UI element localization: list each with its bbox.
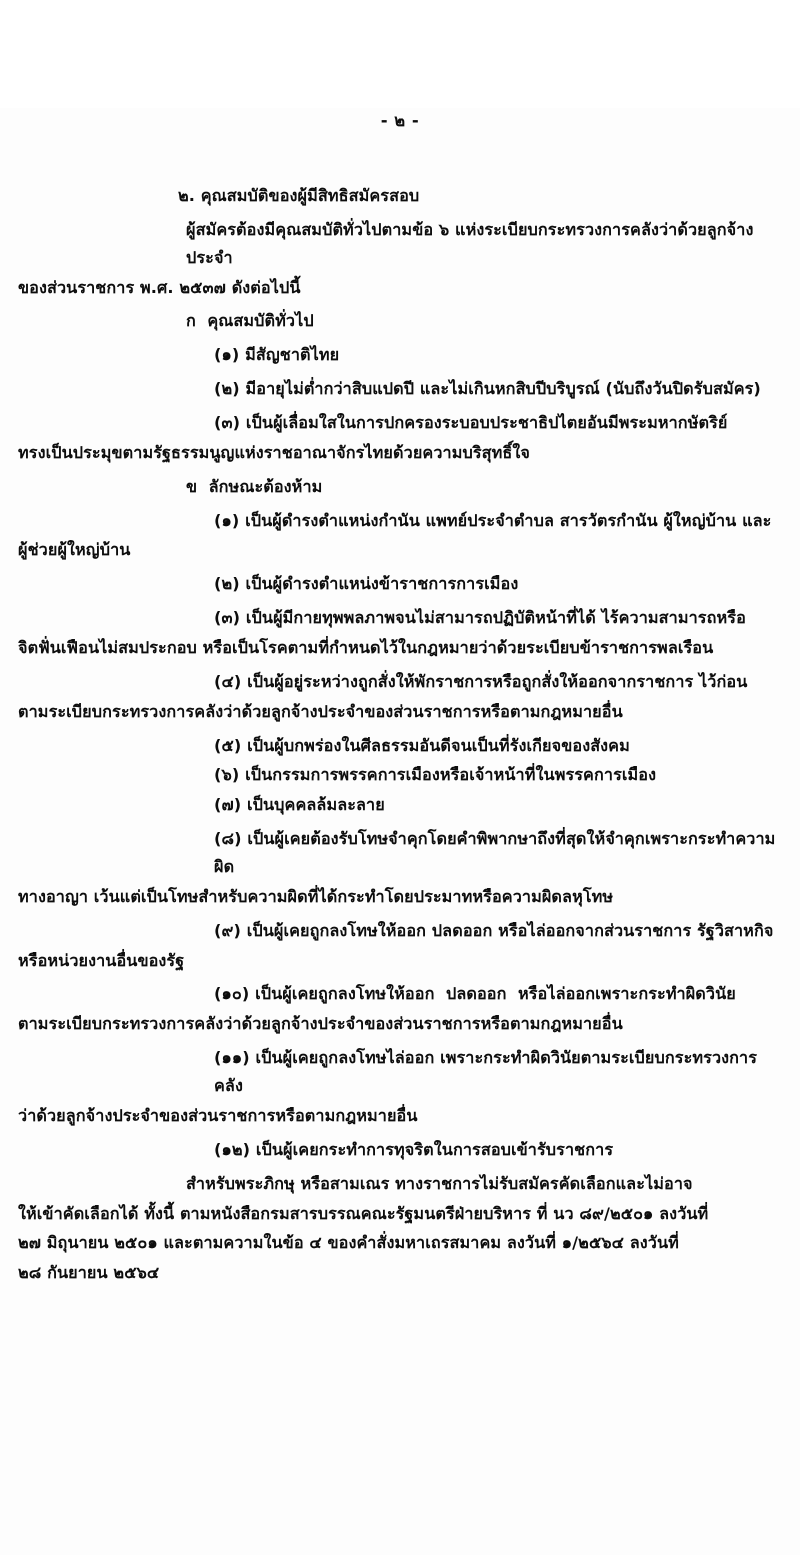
list-item-kho-3-continuation: จิตฟั่นเฟือนไม่สมประกอบ หรือเป็นโรคตามที่กำหนดไว้ในกฎหมายว่าด้วยระเบียบข้าราชการพลเรือน: [18, 638, 714, 658]
subheading-general-qualifications: ก คุณสมบัติทั่วไป: [186, 311, 314, 331]
page-number: - ๒ -: [380, 111, 420, 130]
list-item-kho-11-continuation: ว่าด้วยลูกจ้างประจำของส่วนราชการหรือตามกฎหมายอื่น: [18, 1105, 418, 1125]
list-item-ka-2: (๒) มีอายุไม่ต่ำกว่าสิบแปดปี และไม่เกินหกสิบปีบริบูรณ์ (นับถึงวันปิดรับสมัคร): [214, 379, 761, 399]
subheading-prohibited-characteristics: ข ลักษณะต้องห้าม: [186, 476, 323, 496]
document-body: [18, 176, 782, 1289]
list-item-kho-4: (๔) เป็นผู้อยู่ระหว่างถูกสั่งให้พักราชการหรือถูกสั่งให้ออกจากราชการ ไว้ก่อน: [214, 671, 748, 691]
monk-paragraph-line-4: ๒๘ กันยายน ๒๕๖๔: [18, 1263, 160, 1283]
list-item-kho-10: (๑๐) เป็นผู้เคยถูกลงโทษให้ออก ปลดออก หรือไล่ออกเพราะกระทำผิดวินัย: [214, 984, 736, 1004]
list-item-kho-11: (๑๑) เป็นผู้เคยถูกลงโทษไล่ออก เพราะกระทำผิดวินัยตามระเบียบกระทรวงการคลัง: [214, 1048, 758, 1096]
monk-paragraph-line-2: ให้เข้าคัดเลือกได้ ทั้งนี้ ตามหนังสือกรมสารบรรณคณะรัฐมนตรีฝ่ายบริหาร ที่ นว ๘๙/๒๕๐๑ ลงวันที่: [18, 1203, 709, 1223]
list-item-ka-3: (๓) เป็นผู้เลื่อมใสในการปกครองระบอบประชาธิปไตยอันมีพระมหากษัตริย์: [214, 413, 728, 433]
list-item-kho-12: (๑๒) เป็นผู้เคยกระทำการทุจริตในการสอบเข้ารับราชการ: [214, 1139, 614, 1159]
monk-paragraph-line-1: สำหรับพระภิกษุ หรือสามเณร ทางราชการไม่รับสมัครคัดเลือกและไม่อาจ: [186, 1173, 693, 1193]
list-item-kho-1-continuation: ผู้ช่วยผู้ใหญ่บ้าน: [18, 540, 131, 560]
list-item-kho-1: (๑) เป็นผู้ดำรงตำแหน่งกำนัน แพทย์ประจำตำบล สารวัตรกำนัน ผู้ใหญ่บ้าน และ: [214, 510, 772, 530]
list-item-kho-2: (๒) เป็นผู้ดำรงตำแหน่งข้าราชการการเมือง: [214, 574, 519, 594]
list-item-kho-9: (๙) เป็นผู้เคยถูกลงโทษให้ออก ปลดออก หรือไล่ออกจากส่วนราชการ รัฐวิสาหกิจ: [214, 920, 774, 940]
list-item-kho-10-continuation: ตามระเบียบกระทรวงการคลังว่าด้วยลูกจ้างประจำของส่วนราชการหรือตามกฎหมายอื่น: [18, 1014, 623, 1034]
list-item-kho-8-continuation: ทางอาญา เว้นแต่เป็นโทษสำหรับความผิดที่ได้กระทำโดยประมาทหรือความผิดลหุโทษ: [18, 886, 614, 906]
list-item-ka-3-continuation: ทรงเป็นประมุขตามรัฐธรรมนูญแห่งราชอาณาจักรไทยด้วยความบริสุทธิ์ใจ: [18, 442, 530, 462]
list-item-kho-3: (๓) เป็นผู้มีกายทุพพลภาพจนไม่สามารถปฏิบัติหน้าที่ได้ ไร้ความสามารถหรือ: [214, 608, 746, 628]
list-item-kho-7: (๗) เป็นบุคคลล้มละลาย: [214, 795, 385, 815]
document-page: [0, 108, 800, 1555]
list-item-kho-8: (๘) เป็นผู้เคยต้องรับโทษจำคุกโดยคำพิพากษาถึงที่สุดให้จำคุกเพราะกระทำความผิด: [214, 829, 776, 877]
list-item-kho-4-continuation: ตามระเบียบกระทรวงการคลังว่าด้วยลูกจ้างประจำของส่วนราชการหรือตามกฎหมายอื่น: [18, 701, 623, 721]
list-item-ka-1: (๑) มีสัญชาติไทย: [214, 345, 340, 365]
list-item-kho-9-continuation: หรือหน่วยงานอื่นของรัฐ: [18, 950, 185, 970]
lead-paragraph-1: ผู้สมัครต้องมีคุณสมบัติทั่วไปตามข้อ ๖ แห่งระเบียบกระทรวงการคลังว่าด้วยลูกจ้างประจำ: [186, 219, 754, 267]
lead-paragraph-2: ของส่วนราชการ พ.ศ. ๒๕๓๗ ดังต่อไปนี้: [18, 277, 301, 297]
heading-qualifications: ๒. คุณสมบัติของผู้มีสิทธิสมัครสอบ: [178, 186, 420, 205]
list-item-kho-6: (๖) เป็นกรรมการพรรคการเมืองหรือเจ้าหน้าที่ในพรรคการเมือง: [214, 765, 657, 785]
monk-paragraph-line-3: ๒๗ มิถุนายน ๒๕๐๑ และตามความในข้อ ๔ ของคำสั่งมหาเถรสมาคม ลงวันที่ ๑/๒๕๖๔ ลงวันที่: [18, 1233, 679, 1253]
list-item-kho-5: (๕) เป็นผู้บกพร่องในศีลธรรมอันดีจนเป็นที่รังเกียจของสังคม: [214, 735, 630, 755]
